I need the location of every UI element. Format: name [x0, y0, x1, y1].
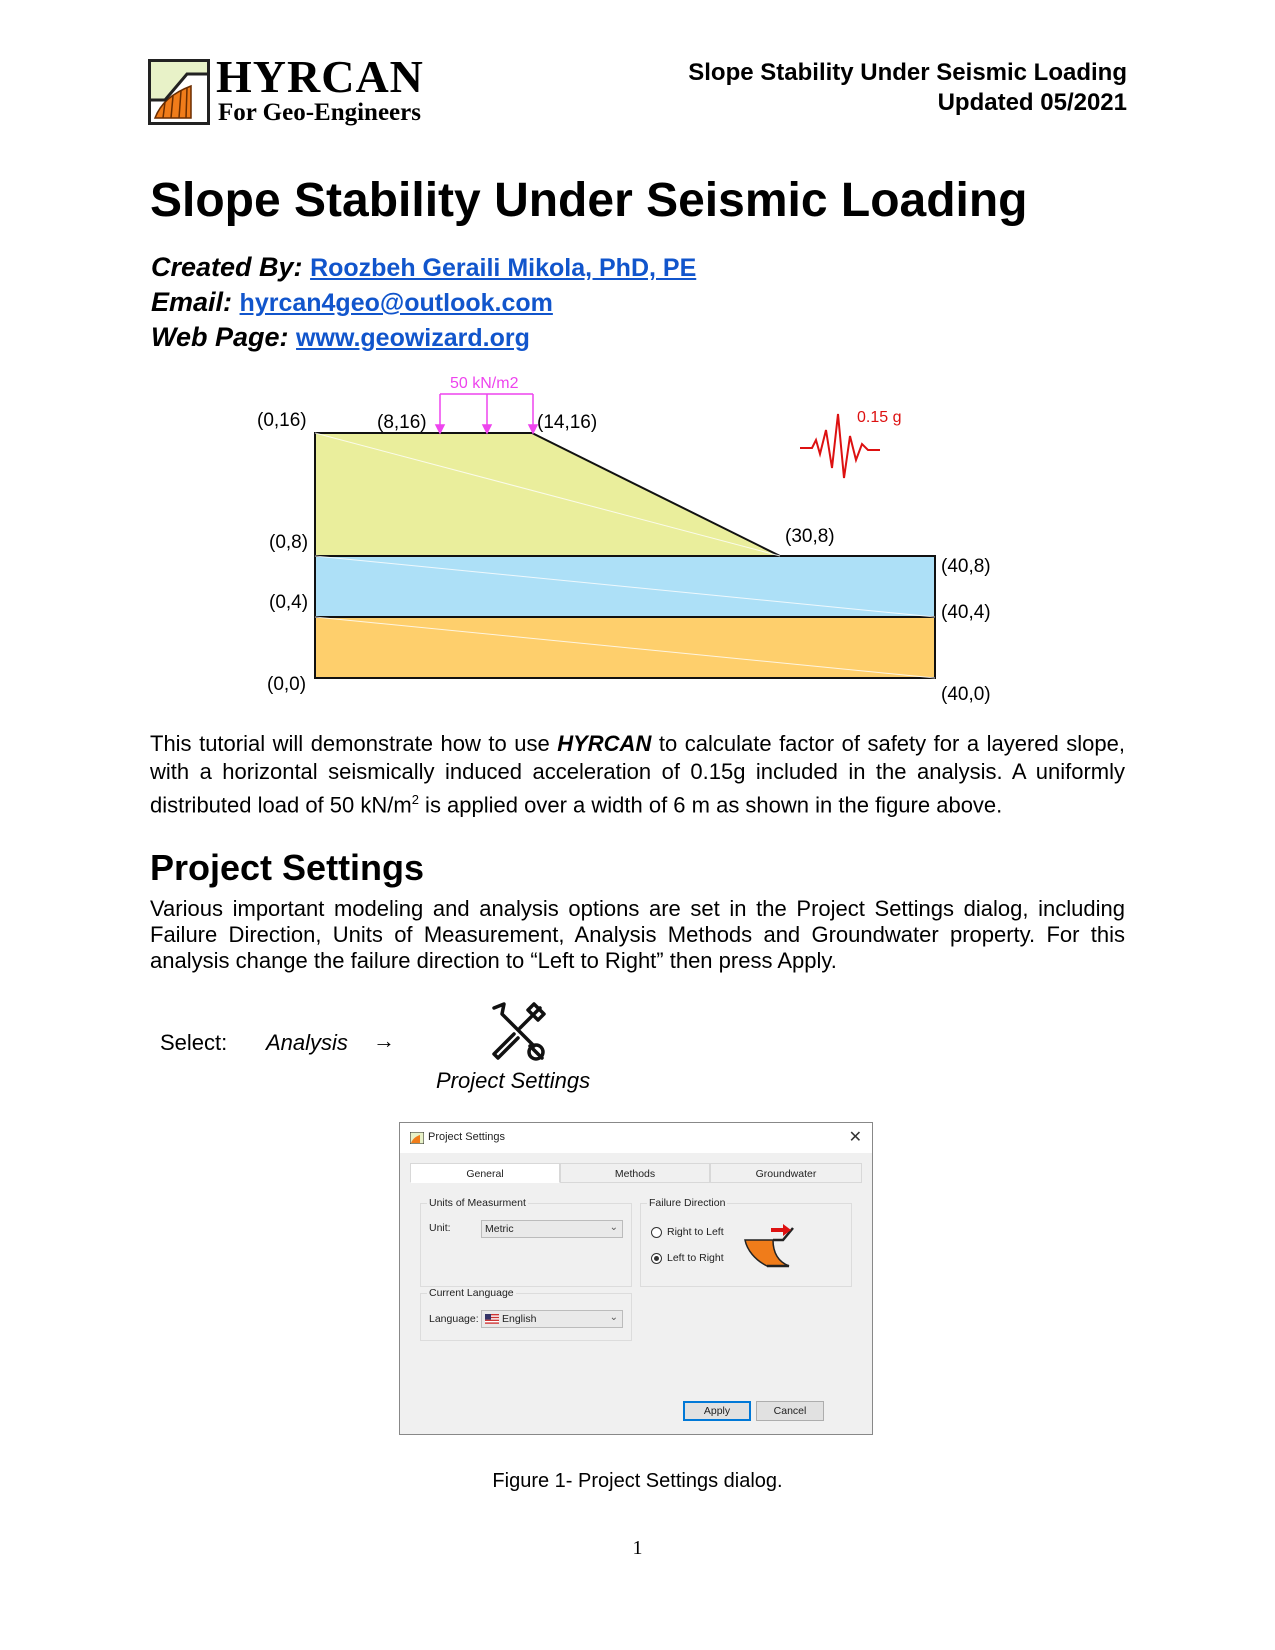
language-group	[420, 1287, 632, 1341]
close-icon[interactable]: ✕	[848, 1129, 862, 1146]
us-flag-icon	[485, 1314, 499, 1324]
project-settings-label: Project Settings	[436, 1068, 591, 1093]
author-link[interactable]: Roozbeh Geraili Mikola, PhD, PE	[310, 254, 697, 282]
apply-button[interactable]: Apply	[683, 1401, 751, 1421]
point-label: (0,0)	[267, 674, 307, 695]
select-label: Select:	[160, 1030, 228, 1055]
point-label: (14,16)	[537, 412, 598, 433]
point-label: (30,8)	[785, 526, 835, 547]
author-key: Created By:	[151, 252, 303, 282]
point-label: (8,16)	[377, 412, 427, 433]
dialog-title: Project Settings	[428, 1131, 506, 1143]
language-value: English	[502, 1313, 537, 1325]
page-header	[688, 58, 1127, 118]
seismic-label: 0.15 g	[857, 409, 902, 426]
dialog-titlebar	[400, 1123, 872, 1153]
webpage-key: Web Page:	[151, 322, 289, 352]
language-group-title: Current Language	[429, 1287, 514, 1299]
chevron-down-icon: ⌄	[609, 1312, 618, 1323]
logo-title: HYRCAN	[216, 51, 424, 102]
units-group-title: Units of Measurment	[429, 1197, 526, 1209]
page-title: Slope Stability Under Seismic Loading	[150, 174, 1028, 227]
email-line	[151, 285, 553, 320]
failure-direction-group	[640, 1197, 852, 1287]
language-label: Language:	[429, 1313, 479, 1325]
project-settings-tools-icon[interactable]	[484, 1000, 548, 1064]
point-label: (0,4)	[269, 592, 309, 613]
brand-name: HYRCAN	[557, 731, 652, 756]
unit-select[interactable]	[481, 1220, 623, 1238]
left-to-right-label: Left to Right	[667, 1252, 724, 1264]
unit-label: Unit:	[429, 1222, 451, 1234]
intro-paragraph: This tutorial will demonstrate how to use HYRCAN to calculate factor of safety for a layered slope, with a horizontal seismically induced acceleration of 0.15g included in the analysis. A uniformly distributed load of 50 $kN/m^2$ is applied over a width of 6 m as shown in the figure above.	[150, 731, 1125, 818]
chevron-down-icon: ⌄	[609, 1222, 618, 1233]
failure-direction-icon	[743, 1220, 795, 1270]
logo-subtitle: For Geo-Engineers	[218, 99, 421, 126]
point-label: (40,8)	[941, 556, 991, 577]
figure-caption: Figure 1- Project Settings dialog.	[492, 1470, 783, 1492]
analysis-menu-label: Analysis	[266, 1030, 348, 1055]
point-label: (0,8)	[269, 532, 309, 553]
unit-value: Metric	[485, 1223, 514, 1235]
language-select[interactable]	[481, 1310, 623, 1328]
header-title: Slope Stability Under Seismic Loading	[688, 59, 1127, 86]
point-label: (40,4)	[941, 602, 991, 623]
email-key: Email:	[151, 287, 233, 317]
general-panel	[410, 1183, 862, 1395]
author-line	[151, 250, 696, 285]
left-to-right-radio[interactable]	[651, 1253, 662, 1264]
logo-slope-icon	[148, 59, 210, 125]
point-label: (0,16)	[257, 410, 307, 431]
failure-direction-title: Failure Direction	[649, 1197, 726, 1209]
section-paragraph: Various important modeling and analysis options are set in the Project Settings dialog, including Failure Direction, Units of Measurement, Analysis Methods and Groundwater property. For this analysis change the failure direction to “Left to Right” then press Apply.	[150, 896, 1125, 973]
app-icon	[410, 1132, 424, 1144]
page-number: 1	[632, 1537, 643, 1559]
point-label: (40,0)	[941, 684, 991, 705]
load-label: 50 kN/m2	[450, 375, 519, 392]
tab-general[interactable]: General	[410, 1163, 560, 1183]
dialog-tabs	[410, 1163, 862, 1183]
hyrcan-logo	[148, 51, 450, 129]
project-settings-dialog	[399, 1122, 873, 1435]
webpage-line	[151, 320, 530, 355]
slope-figure	[0, 370, 1275, 720]
units-group	[420, 1197, 632, 1287]
cancel-button[interactable]: Cancel	[756, 1401, 824, 1421]
tab-groundwater[interactable]: Groundwater	[710, 1163, 862, 1183]
right-to-left-label: Right to Left	[667, 1226, 724, 1238]
section-title: Project Settings	[150, 847, 425, 888]
right-to-left-radio[interactable]	[651, 1227, 662, 1238]
header-updated: Updated 05/2021	[937, 89, 1127, 116]
arrow-right-icon: →	[373, 1028, 395, 1053]
distributed-load	[436, 394, 537, 433]
webpage-link[interactable]: www.geowizard.org	[296, 324, 530, 352]
email-link[interactable]: hyrcan4geo@outlook.com	[239, 289, 553, 317]
tab-methods[interactable]: Methods	[560, 1163, 710, 1183]
